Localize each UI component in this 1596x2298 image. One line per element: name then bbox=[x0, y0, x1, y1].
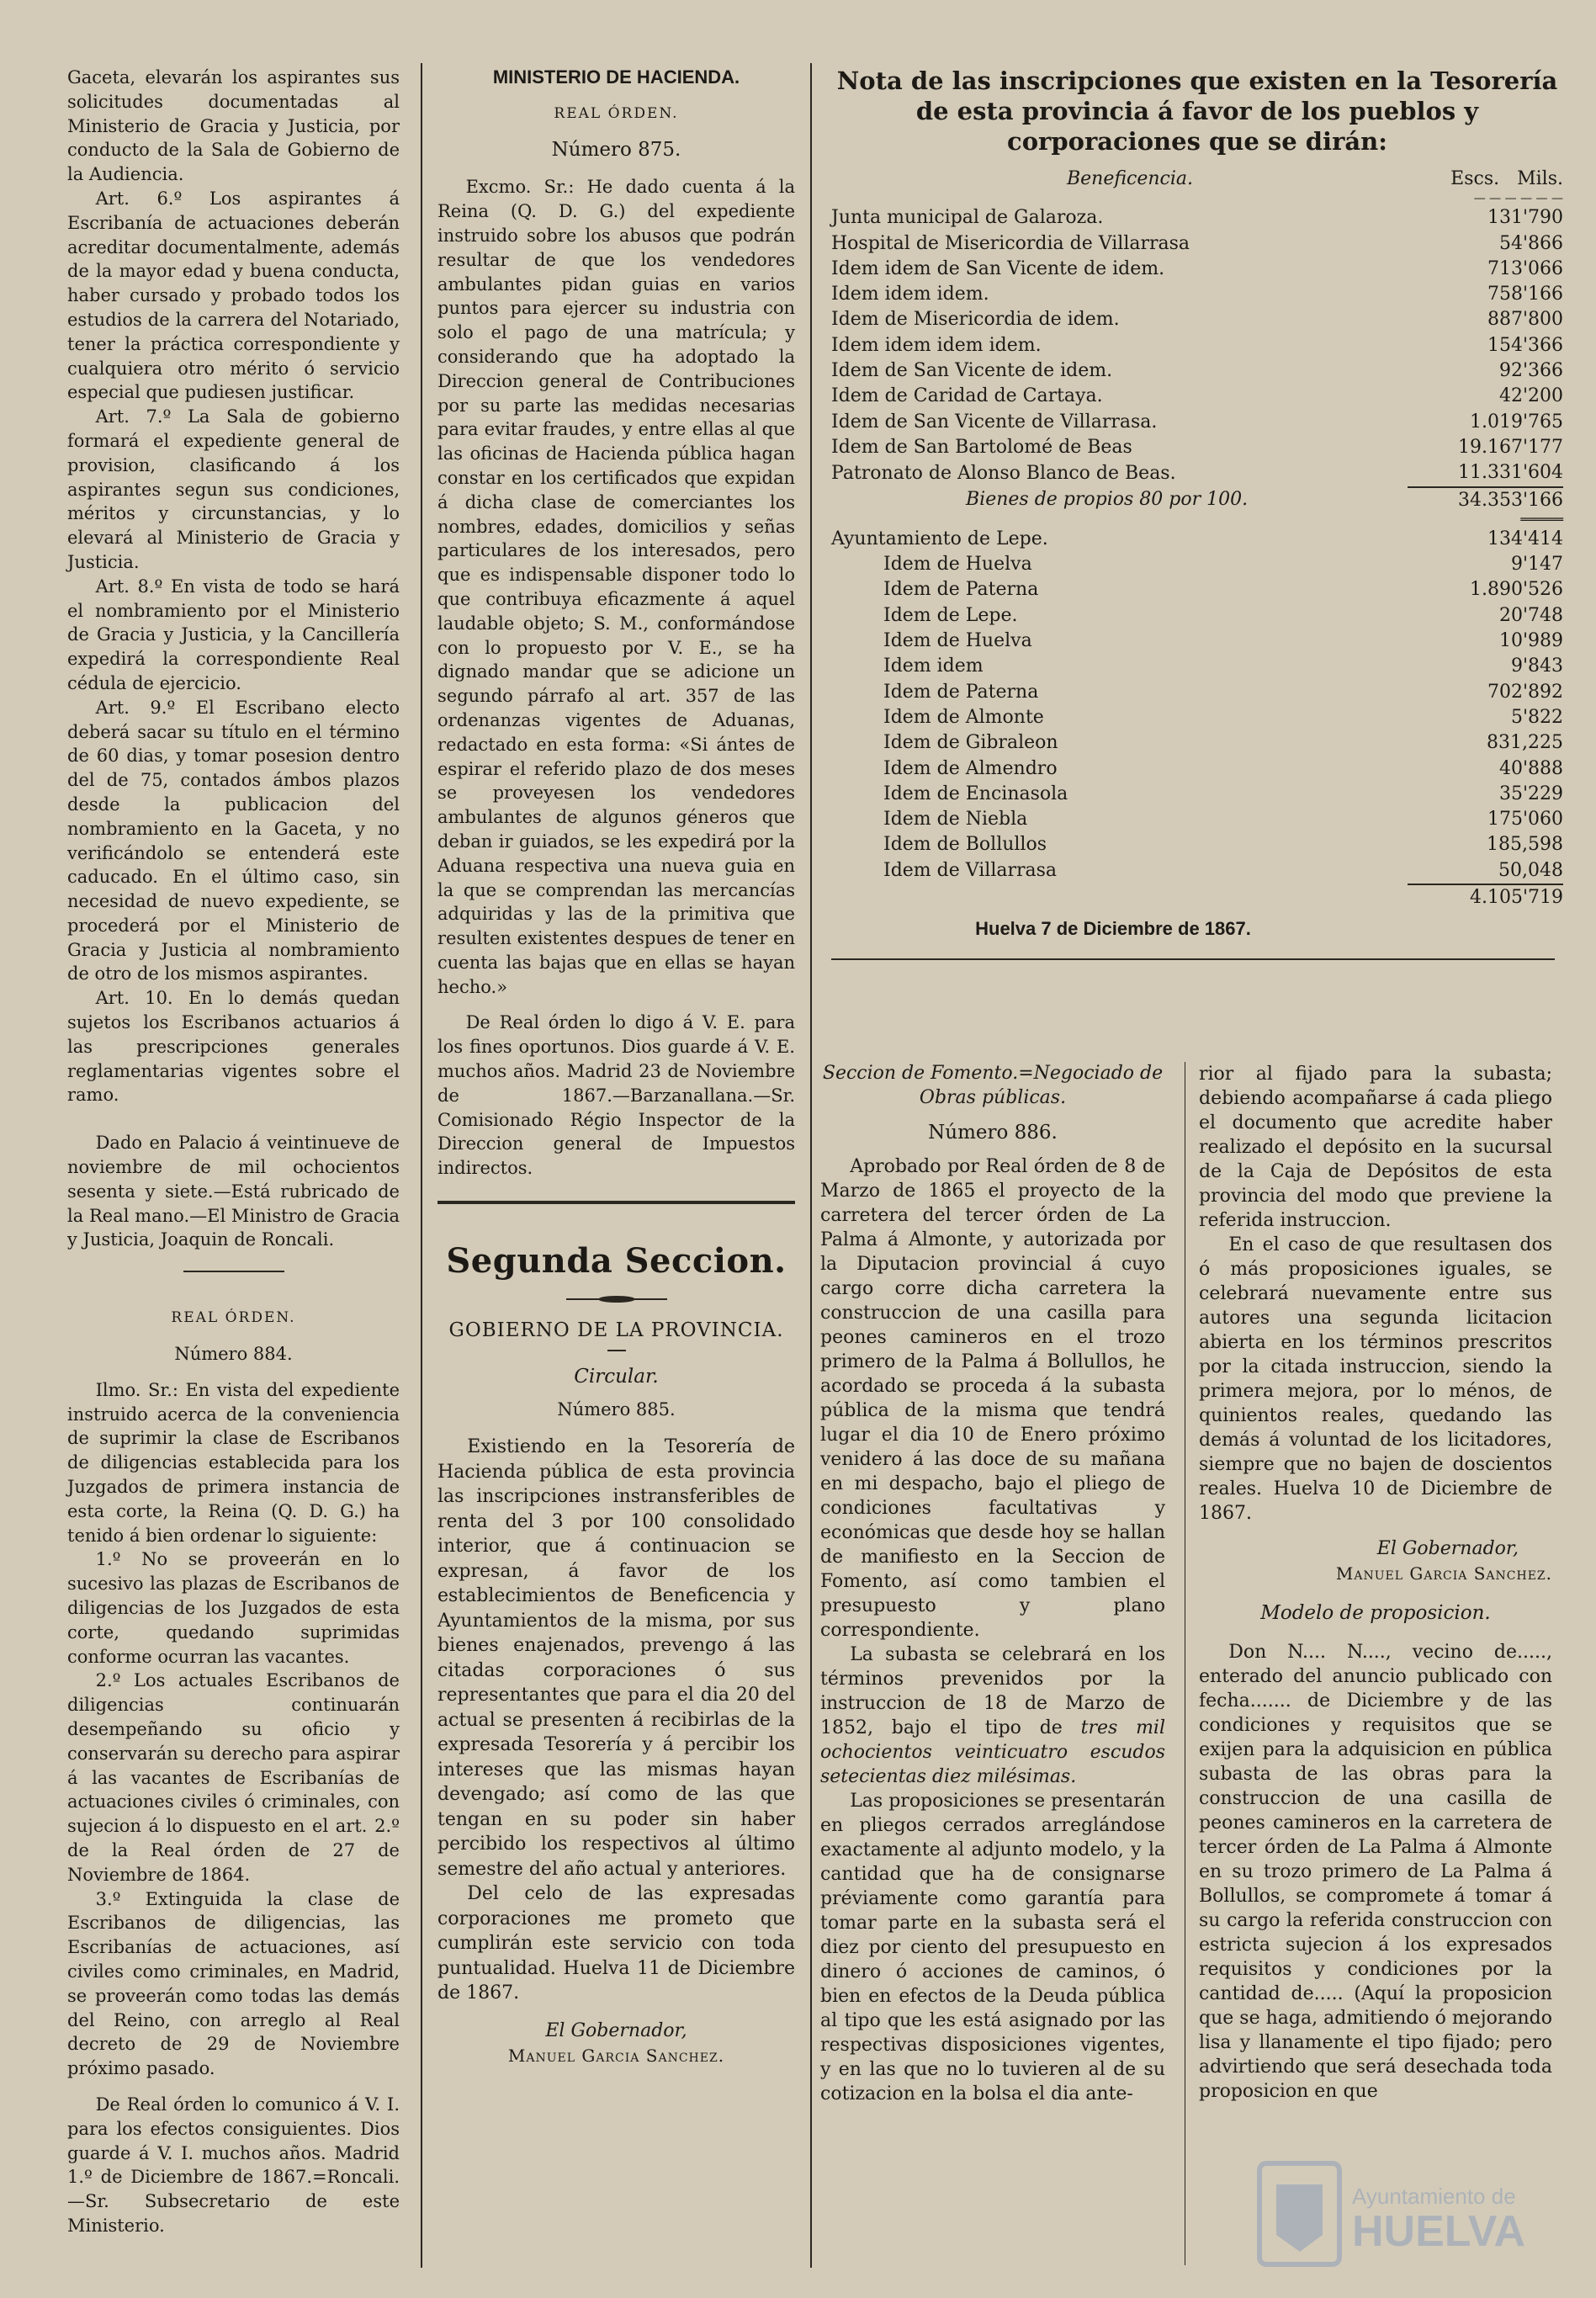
row-value: 11.331'604 bbox=[1457, 462, 1563, 484]
row-value: 887'800 bbox=[1487, 309, 1563, 331]
table-row bbox=[831, 603, 1563, 629]
row-label: Junta municipal de Galaroza. bbox=[831, 207, 1104, 229]
col-mils-header: Mils. bbox=[1517, 168, 1563, 189]
table-row bbox=[831, 257, 1563, 282]
row-value: 185,598 bbox=[1487, 834, 1563, 856]
signature-title: El Gobernador, bbox=[545, 2019, 687, 2041]
grand-total: 4.105'719 bbox=[1408, 884, 1563, 910]
table-row bbox=[831, 858, 1563, 884]
row-label: Idem idem idem. bbox=[831, 284, 989, 305]
watermark-line2: HUELVA bbox=[1352, 2207, 1526, 2256]
signature-name: Manuel Garcia Sanchez. bbox=[507, 2045, 725, 2066]
row-label: Idem de Villarrasa bbox=[883, 860, 1058, 882]
column-right-b bbox=[1199, 1062, 1552, 2104]
paragraph: rior al fijado para la subasta; debiendo acompañarse á cada pliego el documento que acredite haber realizado el depósito en la sucursal de la Caja de Depósitos de esta provincia del modo que previene la referida instruccion. bbox=[1199, 1064, 1552, 1231]
column-middle bbox=[437, 66, 795, 2068]
row-label: Idem de Paterna bbox=[883, 681, 1039, 703]
table-row bbox=[831, 410, 1563, 435]
row-label: Idem de Huelva bbox=[883, 554, 1032, 576]
row-value: 54'866 bbox=[1498, 232, 1563, 254]
row-label: Idem de Caridad de Cartaya. bbox=[831, 385, 1103, 407]
bienes-heading: Bienes de propios 80 por 100. bbox=[966, 489, 1249, 511]
table-row bbox=[831, 730, 1563, 756]
row-value: 35'229 bbox=[1498, 783, 1563, 804]
crest-icon bbox=[1276, 2184, 1323, 2252]
inscriptions-table bbox=[831, 167, 1563, 910]
paragraph bbox=[820, 1643, 1165, 1789]
row-label: Idem de Paterna bbox=[883, 579, 1039, 601]
paragraph: Excmo. Sr.: He dado cuenta á la Reina (Q. D. G.) del expediente instruido sobre los abusos que podrán resultar de que los vendedores ambulantes pidan guias en varios puntos para ejercer su industria con solo el pago de una matrícula; y considerando que ha adoptado la Direccion general de Contribuciones por su parte las medidas necesarias para evitar fraudes, y entre ellas al que las oficinas de Hacienda pública hagan constar en los certificados que expidan á dicha clase de comerciantes los nombres, edades, domicilios y señas particulares de los interesados, pero que es indispensable disponer todo lo que contribuya eficazmente á aquel laudable objeto; S. M., conformándose con lo propuesto por V. E., se ha dignado mandar que se adicione un segundo párrafo al art. 357 de las ordenanzas vigentes de Aduanas, redactado en esta forma: «Si ántes de espirar el referido plazo de dos meses se proveyesen los vendedores ambulantes de algunos géneros que deban ir guiados, se les expedirá por la Aduana respectiva una nueva guia en la que se comprendan las mercancías adquiridas y las de la primitiva que resulten existentes despues de tener en cuenta las bajas que en ellas se hayan hecho.» bbox=[437, 177, 795, 997]
column-rule bbox=[421, 63, 422, 2268]
table-row bbox=[831, 358, 1563, 384]
paragraph: 2.º Los actuales Escribanos de diligencias continuarán desempeñando su oficio y conservarán su derecho para aspirar á las vacantes de Escribanías de actuaciones civiles ó criminales, con sujecion á lo dispuesto en el art. 2.º de la Real órden de 27 de Noviembre de 1864. bbox=[67, 1670, 400, 1885]
row-value: 134'414 bbox=[1487, 528, 1563, 549]
watermark-line1: Ayuntamiento de bbox=[1352, 2184, 1516, 2209]
table-row bbox=[831, 460, 1563, 486]
column-right-a bbox=[820, 1062, 1165, 2106]
row-value: 92'366 bbox=[1498, 360, 1563, 382]
row-value: 9'843 bbox=[1510, 655, 1563, 677]
paragraph: 3.º Extinguida la clase de Escribanos de diligencias, las Escribanías de actuaciones, así civiles como criminales, en Madrid, se proveerán como todas las demás del Reino, con arreglo al Real decreto de 29 de Noviembre próximo pasado. bbox=[67, 1888, 400, 2079]
table-title: Nota de las inscripciones que existen en la Tesorería de esta provincia á favor de los pueblos y corporaciones que se dirán: bbox=[836, 66, 1558, 156]
row-value: 702'892 bbox=[1487, 681, 1563, 703]
col-escs-header: Escs. bbox=[1450, 168, 1500, 189]
article-6: Art. 6.º Los aspirantes á Escribanía de actuaciones deberán acreditar documentalmente, además de la mayor edad y buena conducta, haber cursado y probado todos los estudios de la carrera del Notariado, tener la práctica correspondiente y cualquiera otro mérito ó servicio especial que pudiesen justificar. bbox=[67, 188, 400, 403]
paragraph: Ilmo. Sr.: En vista del expediente instruido acerca de la conveniencia de suprimir la clase de Escribanos de diligencias establecida para los Juzgados de primera instancia de esta corte, la Reina (Q. D. G.) ha tenido á bien ordenar lo siguiente: bbox=[67, 1379, 400, 1546]
double-rule: ══════ bbox=[1520, 512, 1563, 527]
row-value: 758'166 bbox=[1487, 284, 1563, 305]
row-label: Idem idem bbox=[883, 655, 984, 677]
row-label: Idem de San Bartolomé de Beas bbox=[831, 436, 1132, 458]
table-row bbox=[831, 384, 1563, 409]
row-value: 9'147 bbox=[1510, 554, 1563, 576]
row-label: Idem de Bollullos bbox=[883, 834, 1047, 856]
article-8: Art. 8.º En vista de todo se hará el nombramiento por el Ministerio de Gracia y Justicia, y la Cancillería expedirá la correspondiente Real cédula de ejercicio. bbox=[67, 576, 400, 693]
signature-name: Manuel Garcia Sanchez. bbox=[1335, 1563, 1552, 1584]
row-value: 154'366 bbox=[1487, 334, 1563, 356]
paragraph: De Real órden lo comunico á V. I. para los efectos consiguientes. Dios guarde á V. I. muchos años. Madrid 1.º de Diciembre de 1867.=Roncali.—Sr. Subsecretario de este Ministerio. bbox=[67, 2094, 400, 2236]
separator bbox=[183, 1271, 284, 1272]
row-label: Idem de Almendro bbox=[883, 757, 1058, 779]
row-value: 131'790 bbox=[1487, 207, 1563, 229]
section-rule bbox=[831, 958, 1555, 960]
table-row bbox=[831, 629, 1563, 654]
order-number: Número 886. bbox=[928, 1121, 1058, 1144]
table-row bbox=[831, 307, 1563, 332]
row-label: Idem de Lepe. bbox=[883, 604, 1018, 626]
row-label: Idem de San Vicente de Villarrasa. bbox=[831, 411, 1158, 433]
table-row bbox=[831, 577, 1563, 602]
paragraph: Don N.... N...., vecino de....., enterado del anuncio publicado con fecha....... de Diciembre y de las condiciones y requisitos que se exijen para la adquisicion en pública subasta de las obras para la construccion de una casilla de peones camineros en la carretera de tercer órden de La Palma á Almonte en su trozo primero de La Palma á Bollullos, se compromete á tomar á su cargo la referida construccion con estricta sujecion á los expresados requisitos y condiciones por la cantidad de..... (Aquí la proposicion que se haga, admitiendo ó mejorando lisa y llanamente el tipo fijado; pero advirtiendo que será desechada toda proposicion en que bbox=[1199, 1642, 1552, 2103]
table-row bbox=[831, 756, 1563, 782]
subtotal: 34.353'166 bbox=[1408, 487, 1563, 513]
table-row bbox=[831, 282, 1563, 307]
row-value: 40'888 bbox=[1498, 757, 1563, 779]
row-value: 10'989 bbox=[1498, 630, 1563, 652]
section-heading: Seccion de Fomento.=Negociado de Obras públicas. bbox=[822, 1063, 1164, 1108]
government-heading: GOBIERNO DE LA PROVINCIA. bbox=[448, 1319, 784, 1342]
paragraph: De Real órden lo digo á V. E. para los fines oportunos. Dios guarde á V. E. muchos años. Madrid 23 de Noviembre de 1867.—Barzanallana.—Sr. Comisionado Régio Inspector de la Direccion general de Impuestos indirectos. bbox=[437, 1012, 795, 1179]
row-value: 50,048 bbox=[1498, 859, 1563, 881]
paragraph: Aprobado por Real órden de 8 de Marzo de 1865 el proyecto de la carretera del tercer órden de La Palma á Almonte, y autorizada por la Diputacion provincial á cuyo cargo corre dicha carretera la construccion de una casilla para peones camineros en el trozo primero de la Palma á Bollullos, he acordado se proceda á la subasta pública de la misma que tendrá lugar el dia 10 de Enero próximo venidero á las doce de su mañana en mi despacho, bajo el pliego de condiciones facultativas y económicas que desde hoy se hallan de manifiesto en la Seccion de Fomento, así como tambien el presupuesto y plano correspondiente. bbox=[820, 1156, 1165, 1642]
article-9: Art. 9.º El Escribano electo deberá sacar su título en el término de 60 dias, y tomar posesion dentro del de 75, contados ámbos plazos desde la publicacion del nombramiento en la Gaceta, y no verificándolo se entenderá este caducado. En el último caso, sin necesidad de nuevo expediente, se procederá por el Ministerio de Gracia y Justicia al nombramiento de otro de los mismos aspirantes. bbox=[67, 697, 400, 984]
row-value: 42'200 bbox=[1498, 385, 1563, 407]
paragraph: En el caso de que resultasen dos ó más proposiciones iguales, se celebrará nuevamente entre sus autores una segunda licitacion abierta en los términos prescritos por la citada instruccion, siendo la primera mejora, por lo ménos, de quinientos reales, quedando las demás á voluntad de los licitadores, siempre que no bajen de doscientos reales. Huelva 10 de Diciembre de 1867. bbox=[1199, 1234, 1552, 1524]
article-7: Art. 7.º La Sala de gobierno formará el expediente general de provision, clasificando á los aspirantes segun sus condiciones, méritos y circunstancias, y lo elevará al Ministerio de Gracia y Justicia. bbox=[67, 406, 400, 572]
column-header bbox=[1408, 167, 1563, 192]
table-row bbox=[831, 782, 1563, 807]
row-label: Ayuntamiento de Lepe. bbox=[831, 528, 1048, 549]
section-heading: Segunda Seccion. bbox=[446, 1241, 787, 1282]
paragraph: Existiendo en la Tesorería de Hacienda pública de esta provincia las inscripciones instransferibles de renta del 3 por 100 consolidado interior, que á continuacion se expresan, á favor de los establecimientos de Beneficencia y Ayuntamientos de la misma, por sus bienes enajenados, prevengo á las citadas corporaciones ó sus representantes que para el dia 20 del actual se presenten á recibirlas de la expresada Tesorería y á percibir los intereses que las mismas hayan devengado; así como de las que tengan en su poder sin haber percibido los respectivos al último semestre del año actual y anteriores. bbox=[437, 1436, 795, 1880]
row-value: 5'822 bbox=[1510, 706, 1563, 728]
row-label: Idem de Niebla bbox=[883, 809, 1028, 831]
table-row bbox=[831, 333, 1563, 358]
real-orden-label: REAL ÓRDEN. bbox=[554, 104, 679, 122]
row-value: 19.167'177 bbox=[1457, 436, 1563, 458]
table-row bbox=[831, 705, 1563, 730]
paragraph: Del celo de las expresadas corporaciones me prometo que cumplirán este servicio con toda puntualidad. Huelva 11 de Diciembre de 1867. bbox=[437, 1883, 795, 2004]
model-heading: Modelo de proposicion. bbox=[1260, 1601, 1491, 1624]
table-date: Huelva 7 de Diciembre de 1867. bbox=[975, 918, 1251, 940]
ornament-icon bbox=[566, 1293, 667, 1305]
row-label: Hospital de Misericordia de Villarrasa bbox=[831, 232, 1190, 254]
decree-closing: Dado en Palacio á veintinueve de noviembre de mil ochocientos sesenta y siete.—Está rubricado de la Real mano.—El Ministro de Gracia y Justicia, Joaquin de Roncali. bbox=[67, 1133, 400, 1250]
row-value: 20'748 bbox=[1498, 604, 1563, 626]
row-label: Idem de San Vicente de idem. bbox=[831, 360, 1113, 382]
row-label: Patronato de Alonso Blanco de Beas. bbox=[831, 462, 1176, 484]
row-label: Idem de Almonte bbox=[883, 706, 1044, 728]
row-value: 1.019'765 bbox=[1469, 411, 1563, 433]
beneficencia-heading: Beneficencia. bbox=[1067, 168, 1194, 189]
text-run: La subasta se celebrará en los términos prevenidos por la instruccion de 18 de Marzo de 1852, bajo el tipo de bbox=[820, 1644, 1165, 1739]
row-value: 175'060 bbox=[1487, 809, 1563, 831]
order-number: Número 875. bbox=[551, 138, 681, 161]
row-value: 713'066 bbox=[1487, 257, 1563, 279]
row-value: 831,225 bbox=[1487, 732, 1563, 754]
paragraph: Las proposiciones se presentarán en pliegos cerrados arreglándose exactamente al adjunto modelo, y la cantidad que ha de consignarse préviamente como garantía para tomar parte en la subasta será el diez por ciento del presupuesto en dinero ó acciones de caminos, ó bien en efectos de la Deuda pública al tipo que les está asignado por las respectivas disposiciones vigentes, y en las que no lo tuvieren al de su cotizacion en la bolsa el dia ante- bbox=[820, 1791, 1165, 2105]
table-row bbox=[831, 654, 1563, 679]
separator bbox=[607, 1350, 626, 1351]
row-label: Idem de Encinasola bbox=[883, 783, 1068, 804]
paragraph: Gaceta, elevarán los aspirantes sus solicitudes documentadas al Ministerio de Gracia y Justicia, por conducto de la Sala de Gobierno de la Audiencia. bbox=[67, 67, 400, 185]
table-row bbox=[831, 527, 1563, 552]
paragraph: 1.º No se proveerán en lo sucesivo las plazas de Escribanos de diligencias de los Juzgados de esta corte, quedando suprimidas conforme ocurran las vacantes. bbox=[67, 1549, 400, 1667]
table-row bbox=[831, 205, 1563, 231]
watermark-logo bbox=[1251, 2147, 1562, 2281]
dash-rule: — — — — — — bbox=[1473, 192, 1563, 206]
real-orden-title: REAL ÓRDEN. bbox=[171, 1309, 296, 1327]
table-row bbox=[831, 832, 1563, 857]
row-label: Idem idem idem idem. bbox=[831, 334, 1042, 356]
table-row bbox=[831, 435, 1563, 460]
signature-title: El Gobernador, bbox=[1376, 1538, 1519, 1559]
circular-label: Circular. bbox=[574, 1365, 659, 1388]
inscriptions-note bbox=[831, 66, 1563, 960]
table-row bbox=[831, 231, 1563, 257]
real-orden-number: Número 884. bbox=[174, 1344, 293, 1365]
table-row bbox=[831, 552, 1563, 577]
row-value: 1.890'526 bbox=[1469, 579, 1563, 601]
row-label: Idem de Huelva bbox=[883, 630, 1032, 652]
ministry-heading: MINISTERIO DE HACIENDA. bbox=[492, 66, 740, 88]
circular-number: Número 885. bbox=[557, 1398, 676, 1420]
row-label: Idem de Misericordia de idem. bbox=[831, 309, 1120, 331]
article-10: Art. 10. En lo demás quedan sujetos los Escribanos actuarios á las prescripciones generales reglamentarias vigentes sobre el ramo. bbox=[67, 988, 400, 1106]
table-row bbox=[831, 807, 1563, 832]
column-rule bbox=[810, 63, 812, 2268]
table-row bbox=[831, 680, 1563, 705]
column-left bbox=[67, 66, 400, 2238]
row-label: Idem de Gibraleon bbox=[883, 732, 1058, 754]
row-label: Idem idem de San Vicente de idem. bbox=[831, 257, 1165, 279]
text-run: tres mil ochocientos veinticuatro escudos setecientas diez milésimas. bbox=[820, 1717, 1166, 1788]
